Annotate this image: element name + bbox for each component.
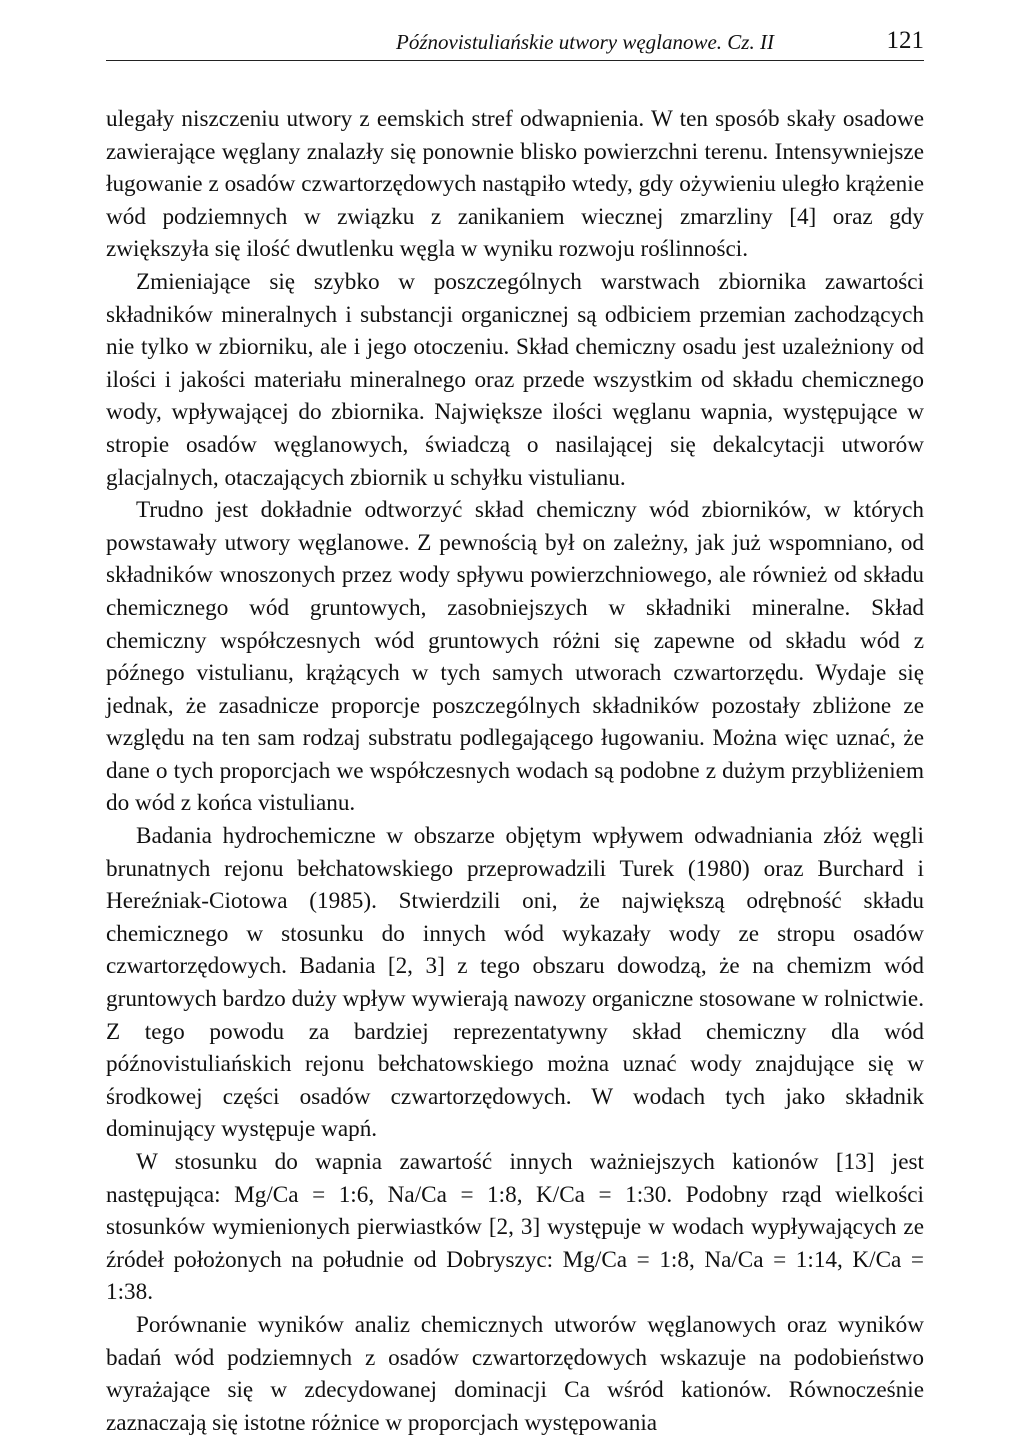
page	[106, 20, 924, 1439]
running-title: Późnovistuliańskie utwory węglanowe. Cz. II	[396, 30, 774, 54]
paragraph: Porównanie wyników analiz chemicznych utworów węglanowych oraz wyników badań wód podziemnych z osadów czwartorzędowych wskazuje na podobieństwo wyrażające się w zdecydowanej dominacji Ca wśród kationów. Równocześnie zaznaczają się istotne różnice w proporcjach występowania	[106, 1311, 924, 1436]
paragraph: Badania hydrochemiczne w obszarze objętym wpływem odwadniania złóż węgli brunatnych rejonu bełchatowskiego przeprowadzili Turek (1980) oraz Burchard i Hereźniak-Ciotowa (1985). Stwierdzili oni, że największą odrębność składu chemicznego w stosunku do innych wód wykazały wody ze stropu osadów czwartorzędowych. Badania [2, 3] z tego obszaru dowodzą, że na chemizm wód gruntowych bardzo duży wpływ wywierają nawozy organiczne stosowane w rolnictwie. Z tego powodu za bardziej reprezentatywny skład chemiczny dla wód późnovistuliańskich rejonu bełchatowskiego można uznać wody znajdujące się w środkowej części osadów czwartorzędowych. W wodach tych jako składnik dominujący występuje wapń.	[106, 823, 924, 1143]
paragraph: Trudno jest dokładnie odtworzyć skład chemiczny wód zbiorników, w których powstawały utwory węglanowe. Z pewnością był on zależny, jak już wspomniano, od składników wnoszonych przez wody spływu powierzchniowego, ale również od składu chemicznego wód gruntowych, zasobniejszych w składniki mineralne. Skład chemiczny współczesnych wód gruntowych różni się zapewne od składu wód z późnego vistulianu, krążących w tych samych utworach czwartorzędu. Wydaje się jednak, że zasadnicze proporcje poszczególnych składników pozostały zbliżone ze względu na ten sam rodzaj substratu podlegającego ługowaniu. Można więc uznać, że dane o tych proporcjach we współczesnych wodach są podobne z dużym przybliżeniem do wód z końca vistulianu.	[106, 497, 924, 817]
body-text	[106, 103, 924, 1439]
paragraph-continuation: ulegały niszczeniu utwory z eemskich stref odwapnienia. W ten sposób skały osadowe zawierające węglany znalazły się ponownie blisko powierzchni terenu. Intensywniejsze ługowanie z osadów czwartorzędowych nastąpiło wtedy, gdy ożywieniu uległo krążenie wód podziemnych w związku z zanikaniem wiecznej zmarzliny [4] oraz gdy zwiększyła się ilość dwutlenku węgla w wyniku rozwoju roślinności.	[106, 106, 924, 263]
paragraph: Zmieniające się szybko w poszczególnych warstwach zbiornika zawartości składników mineralnych i substancji organicznej są odbiciem przemian zachodzących nie tylko w zbiorniku, ale i jego otoczeniu. Skład chemiczny osadu jest uzależniony od ilości i jakości materiału mineralnego oraz przede wszystkim od składu chemicznego wody, wpływającej do zbiornika. Największe ilości węglanu wapnia, występujące w stropie osadów węglanowych, świadczą o nasilającej się dekalcytacji utworów glacjalnych, otaczających zbiornik u schyłku vistulianu.	[106, 268, 924, 491]
running-header	[106, 20, 924, 61]
paragraph: W stosunku do wapnia zawartość innych ważniejszych kationów [13] jest następująca: Mg/Ca = 1:6, Na/Ca = 1:8, K/Ca = 1:30. Podobny rząd wielkości stosunków wymienionych pierwiastków [2, 3] występuje w wodach wypływających ze źródeł położonych na południe od Dobryszyc: Mg/Ca = 1:8, Na/Ca = 1:14, K/Ca = 1:38.	[106, 1149, 924, 1306]
page-number: 121	[886, 27, 924, 54]
